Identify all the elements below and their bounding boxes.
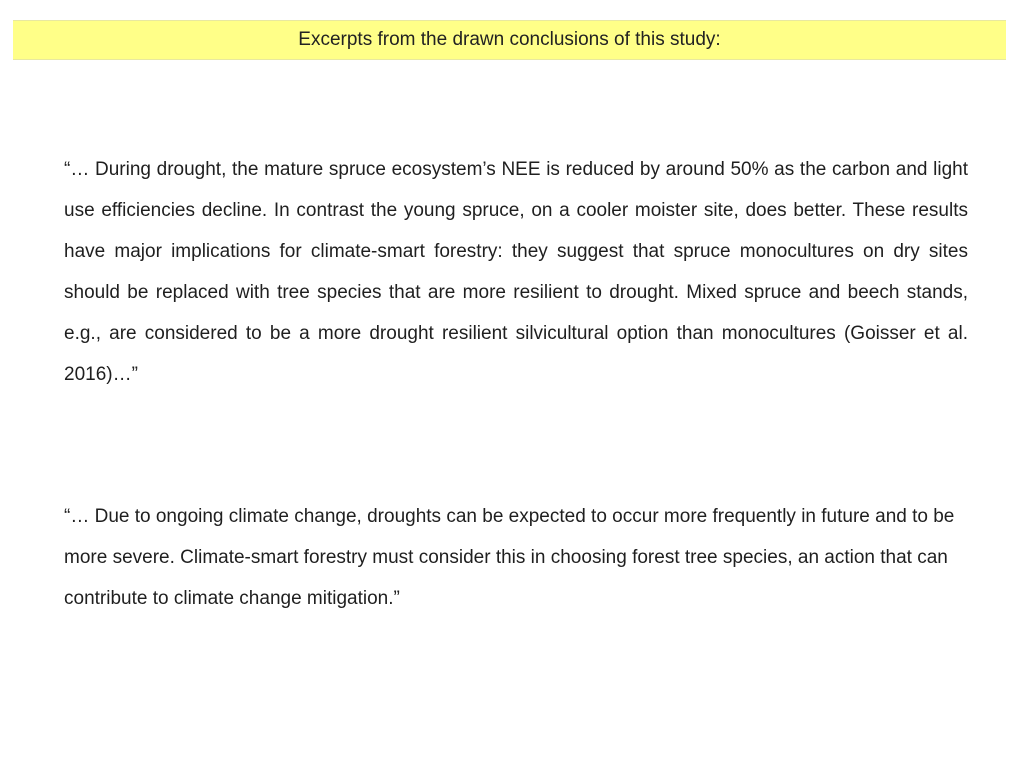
page-title: Excerpts from the drawn conclusions of this study: <box>298 29 721 50</box>
title-banner <box>13 20 1006 60</box>
conclusion-quote-2: “… Due to ongoing climate change, droughts can be expected to occur more frequently in future and to be more severe. Climate-smart forestry must consider this in choosing forest tree species, an action that can contribute to climate change mitigation.” <box>64 506 955 609</box>
conclusion-quote-1: “… During drought, the mature spruce ecosystem’s NEE is reduced by around 50% as the carbon and light use efficiencies decline. In contrast the young spruce, on a cooler moister site, does better. These results have major implications for climate-smart forestry: they suggest that spruce monocultures on dry sites should be replaced with tree species that are more resilient to drought. Mixed spruce and beech stands, e.g., are considered to be a more drought resilient silvicultural option than monocultures (Goisser et al. 2016)…” <box>64 159 968 385</box>
